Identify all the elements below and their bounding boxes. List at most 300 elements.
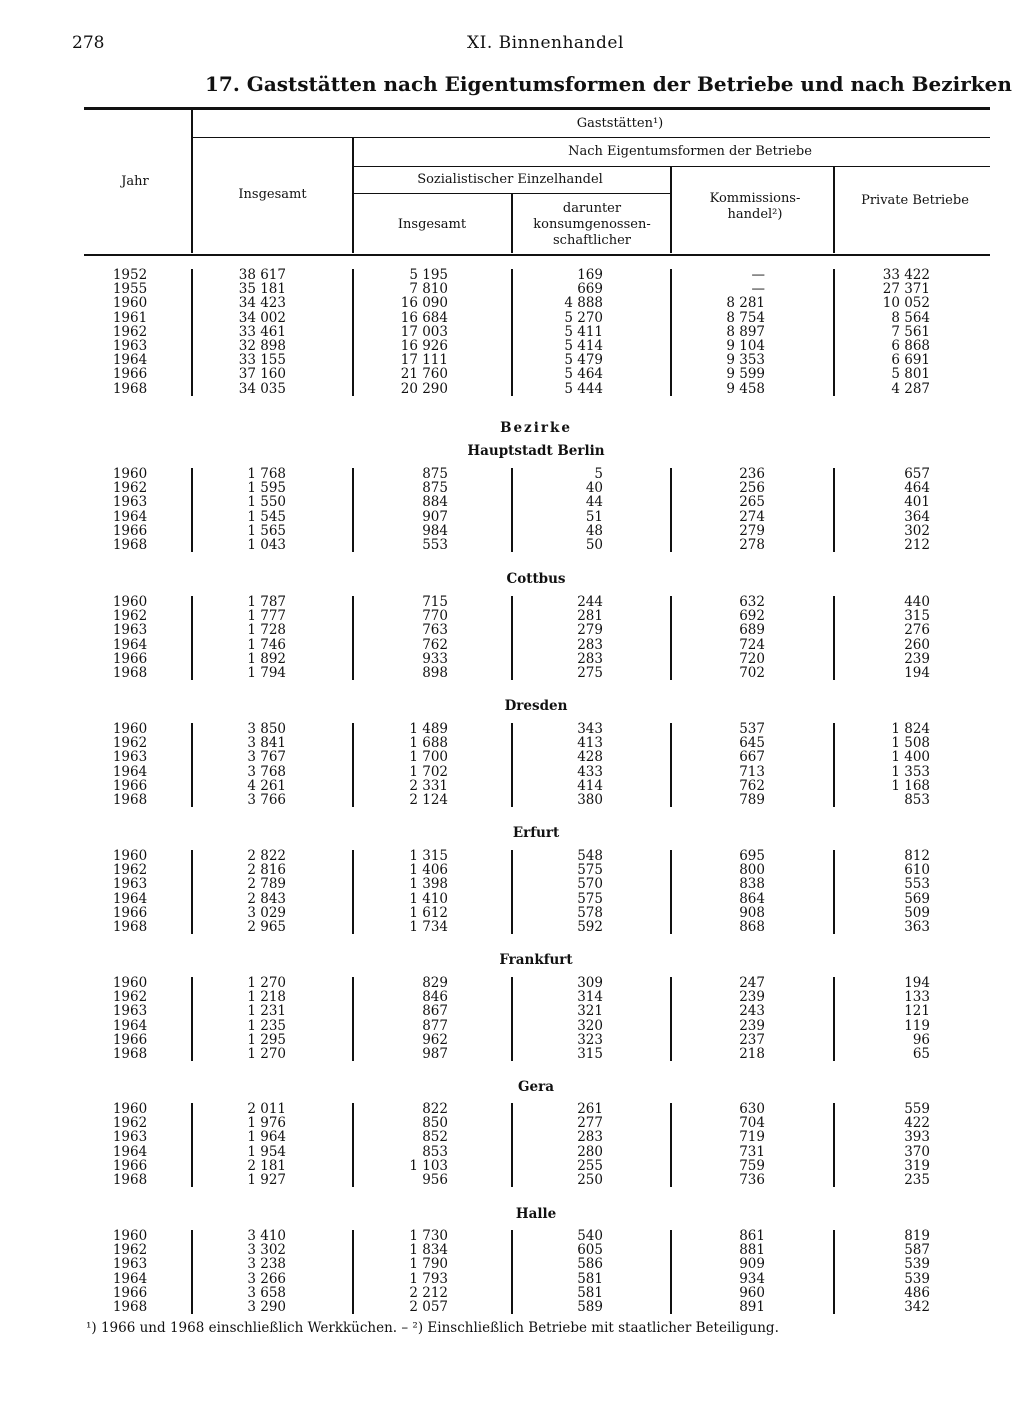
private-cell: 509 <box>904 904 930 921</box>
header-divider <box>511 194 513 253</box>
kommission-cell: 9 458 <box>726 380 765 397</box>
column-divider <box>833 977 835 1061</box>
kommission-cell: 243 <box>739 1003 765 1020</box>
konsum-column <box>525 976 603 1061</box>
year-cell: 1968 <box>112 791 148 808</box>
insgesamt-cell: 1 746 <box>247 636 286 653</box>
insgesamt-cell: 3 767 <box>247 749 286 766</box>
konsum-cell: 5 464 <box>564 366 603 383</box>
kommission-cell: 861 <box>739 1228 765 1244</box>
kommission-cell: 692 <box>739 608 765 625</box>
header-divider <box>191 110 193 253</box>
konsum-column <box>525 1102 603 1187</box>
year-cell: 1960 <box>112 594 148 610</box>
soz-insgesamt-cell: 1 793 <box>409 1270 448 1287</box>
year-cell: 1966 <box>112 1031 148 1048</box>
year-cell: 1968 <box>112 664 148 681</box>
column-divider <box>833 1103 835 1187</box>
insgesamt-cell: 1 794 <box>247 664 286 681</box>
konsum-cell: 433 <box>577 763 603 780</box>
year-cell: 1960 <box>112 466 148 482</box>
private-cell: 239 <box>904 650 930 667</box>
header-divider <box>833 167 835 253</box>
konsum-cell: 581 <box>577 1270 603 1287</box>
soz-insgesamt-cell: 984 <box>422 522 448 539</box>
soz-insgesamt-cell: 846 <box>422 989 448 1006</box>
bezirk-heading: Cottbus <box>506 571 566 587</box>
column-divider <box>670 977 672 1061</box>
konsum-cell: 428 <box>577 749 603 766</box>
insgesamt-cell: 4 261 <box>247 777 286 794</box>
insgesamt-cell: 1 728 <box>247 622 286 639</box>
private-cell: 819 <box>904 1228 930 1244</box>
private-column <box>850 849 930 934</box>
kommission-cell: 8 754 <box>726 309 765 326</box>
insgesamt-cell: 1 235 <box>247 1017 286 1034</box>
soz-insgesamt-cell: 898 <box>422 664 448 681</box>
private-cell: 440 <box>904 594 930 610</box>
insgesamt-cell: 3 658 <box>247 1284 286 1301</box>
insgesamt-cell: 1 954 <box>247 1143 286 1160</box>
insgesamt-cell: 33 155 <box>238 352 286 369</box>
year-cell: 1955 <box>112 281 148 298</box>
private-cell: 5 801 <box>891 366 930 383</box>
kommission-cell: 762 <box>739 777 765 794</box>
year-cell: 1964 <box>112 1017 148 1034</box>
soz-insgesamt-cell: 1 700 <box>409 749 448 766</box>
insgesamt-cell: 3 768 <box>247 763 286 780</box>
year-cell: 1960 <box>112 295 148 312</box>
kommission-column <box>690 268 765 396</box>
private-cell: 553 <box>904 876 930 893</box>
kommission-cell: 713 <box>739 763 765 780</box>
private-cell: 587 <box>904 1242 930 1259</box>
konsum-cell: 48 <box>585 522 603 539</box>
private-cell: 65 <box>912 1045 930 1062</box>
column-divider <box>511 850 513 934</box>
year-cell: 1968 <box>112 918 148 935</box>
private-cell: 370 <box>904 1143 930 1160</box>
soz-insgesamt-cell: 1 489 <box>409 721 448 737</box>
soz-insgesamt-cell: 770 <box>422 608 448 625</box>
header-kommission: Kommissions-handel²) <box>709 191 801 222</box>
column-divider <box>833 269 835 396</box>
soz-insgesamt-cell: 933 <box>422 650 448 667</box>
konsum-cell: 581 <box>577 1284 603 1301</box>
kommission-cell: — <box>751 267 765 283</box>
soz-insgesamt-cell: 877 <box>422 1017 448 1034</box>
soz-insgesamt-cell: 987 <box>422 1045 448 1062</box>
column-divider <box>833 723 835 807</box>
bezirk-heading: Halle <box>515 1206 557 1222</box>
soz-insgesamt-cell: 829 <box>422 975 448 991</box>
column-divider <box>670 850 672 934</box>
private-column <box>850 1229 930 1314</box>
year-cell: 1964 <box>112 763 148 780</box>
column-divider <box>670 596 672 680</box>
insgesamt-cell: 1 768 <box>247 466 286 482</box>
year-cell: 1963 <box>112 1129 148 1146</box>
insgesamt-cell: 1 218 <box>247 989 286 1006</box>
year-cell: 1962 <box>112 862 148 879</box>
konsum-cell: 50 <box>585 536 603 553</box>
kommission-cell: 9 599 <box>726 366 765 383</box>
konsum-cell: 413 <box>577 735 603 752</box>
private-cell: 6 868 <box>891 337 930 354</box>
column-divider <box>670 468 672 552</box>
kommission-column <box>690 595 765 680</box>
year-cell: 1964 <box>112 352 148 369</box>
insgesamt-cell: 1 231 <box>247 1003 286 1020</box>
header-darunter: darunter konsumgenossen-schaftlicher <box>533 201 651 248</box>
konsum-cell: 277 <box>577 1115 603 1132</box>
kommission-cell: 695 <box>739 848 765 864</box>
kommission-cell: 800 <box>739 862 765 879</box>
private-cell: 393 <box>904 1129 930 1146</box>
bezirk-heading: Dresden <box>504 698 568 714</box>
konsum-cell: 605 <box>577 1242 603 1259</box>
header-nach-eigentum: Nach Eigentumsformen der Betriebe <box>568 144 812 159</box>
column-divider <box>511 723 513 807</box>
private-cell: 1 168 <box>891 777 930 794</box>
konsum-cell: 321 <box>577 1003 603 1020</box>
table-title: 17. Gaststätten nach Eigentumsformen der Betriebe und nach Bezirken <box>205 72 1012 96</box>
column-divider <box>352 1230 354 1314</box>
soz-insgesamt-column <box>370 849 448 934</box>
konsum-cell: 169 <box>577 267 603 283</box>
year-column <box>112 268 148 396</box>
kommission-cell: 630 <box>739 1101 765 1117</box>
konsum-cell: 279 <box>577 622 603 639</box>
konsum-cell: 4 888 <box>564 295 603 312</box>
column-divider <box>191 850 193 934</box>
kommission-cell: 702 <box>739 664 765 681</box>
year-column <box>112 722 148 807</box>
insgesamt-cell: 1 927 <box>247 1171 286 1188</box>
kommission-cell: 731 <box>739 1143 765 1160</box>
insgesamt-cell: 3 850 <box>247 721 286 737</box>
private-cell: 1 824 <box>891 721 930 737</box>
column-divider <box>670 1103 672 1187</box>
private-cell: 539 <box>904 1256 930 1273</box>
year-cell: 1966 <box>112 1157 148 1174</box>
konsum-column <box>525 268 603 396</box>
year-cell: 1961 <box>112 309 148 326</box>
year-cell: 1963 <box>112 1003 148 1020</box>
insgesamt-cell: 33 461 <box>238 323 286 340</box>
kommission-cell: 274 <box>739 508 765 525</box>
soz-insgesamt-cell: 553 <box>422 536 448 553</box>
konsum-cell: 575 <box>577 890 603 907</box>
soz-insgesamt-column <box>370 1102 448 1187</box>
konsum-cell: 51 <box>585 508 603 525</box>
konsum-cell: 283 <box>577 1129 603 1146</box>
year-cell: 1963 <box>112 622 148 639</box>
private-cell: 539 <box>904 1270 930 1287</box>
kommission-cell: 9 104 <box>726 337 765 354</box>
kommission-column <box>690 1229 765 1314</box>
soz-insgesamt-cell: 17 003 <box>400 323 448 340</box>
year-cell: 1962 <box>112 608 148 625</box>
soz-insgesamt-cell: 884 <box>422 494 448 511</box>
column-divider <box>191 596 193 680</box>
konsum-cell: 255 <box>577 1157 603 1174</box>
soz-insgesamt-cell: 16 090 <box>400 295 448 312</box>
column-divider <box>191 269 193 396</box>
private-cell: 235 <box>904 1171 930 1188</box>
insgesamt-cell: 2 181 <box>247 1157 286 1174</box>
kommission-cell: 838 <box>739 876 765 893</box>
column-divider <box>191 1230 193 1314</box>
konsum-column <box>525 849 603 934</box>
insgesamt-cell: 2 965 <box>247 918 286 935</box>
soz-insgesamt-cell: 853 <box>422 1143 448 1160</box>
kommission-cell: 909 <box>739 1256 765 1273</box>
soz-insgesamt-cell: 1 790 <box>409 1256 448 1273</box>
year-cell: 1966 <box>112 650 148 667</box>
year-cell: 1962 <box>112 1242 148 1259</box>
insgesamt-cell: 3 302 <box>247 1242 286 1259</box>
konsum-cell: 283 <box>577 636 603 653</box>
private-cell: 4 287 <box>891 380 930 397</box>
insgesamt-cell: 34 002 <box>238 309 286 326</box>
year-column <box>112 1229 148 1314</box>
kommission-cell: 9 353 <box>726 352 765 369</box>
soz-insgesamt-column <box>370 976 448 1061</box>
insgesamt-cell: 3 238 <box>247 1256 286 1273</box>
column-divider <box>191 723 193 807</box>
header-sozialistisch: Sozialistischer Einzelhandel <box>417 172 603 187</box>
column-divider <box>511 596 513 680</box>
konsum-cell: 280 <box>577 1143 603 1160</box>
header-year: Jahr <box>121 174 149 189</box>
column-divider <box>833 1230 835 1314</box>
konsum-cell: 314 <box>577 989 603 1006</box>
soz-insgesamt-cell: 822 <box>422 1101 448 1117</box>
konsum-column <box>525 722 603 807</box>
soz-insgesamt-cell: 1 410 <box>409 890 448 907</box>
insgesamt-column <box>212 1229 286 1314</box>
konsum-cell: 586 <box>577 1256 603 1273</box>
kommission-cell: 247 <box>739 975 765 991</box>
insgesamt-cell: 1 777 <box>247 608 286 625</box>
insgesamt-cell: 38 617 <box>238 267 286 283</box>
column-divider <box>511 1230 513 1314</box>
private-cell: 8 564 <box>891 309 930 326</box>
column-divider <box>191 977 193 1061</box>
soz-insgesamt-cell: 1 103 <box>409 1157 448 1174</box>
insgesamt-cell: 1 787 <box>247 594 286 610</box>
private-cell: 1 508 <box>891 735 930 752</box>
year-column <box>112 849 148 934</box>
private-cell: 422 <box>904 1115 930 1132</box>
column-divider <box>352 723 354 807</box>
konsum-cell: 309 <box>577 975 603 991</box>
konsum-cell: 570 <box>577 876 603 893</box>
soz-insgesamt-column <box>370 268 448 396</box>
year-cell: 1962 <box>112 480 148 497</box>
year-cell: 1966 <box>112 366 148 383</box>
kommission-cell: 689 <box>739 622 765 639</box>
soz-insgesamt-cell: 1 702 <box>409 763 448 780</box>
private-cell: 559 <box>904 1101 930 1117</box>
kommission-cell: 960 <box>739 1284 765 1301</box>
konsum-column <box>525 595 603 680</box>
soz-insgesamt-cell: 1 730 <box>409 1228 448 1244</box>
kommission-cell: 8 281 <box>726 295 765 312</box>
insgesamt-column <box>212 595 286 680</box>
konsum-cell: 44 <box>585 494 603 511</box>
kommission-column <box>690 976 765 1061</box>
private-cell: 657 <box>904 466 930 482</box>
private-column <box>850 722 930 807</box>
year-cell: 1964 <box>112 1143 148 1160</box>
header-insgesamt: Insgesamt <box>238 187 307 202</box>
konsum-cell: 592 <box>577 918 603 935</box>
insgesamt-cell: 1 270 <box>247 1045 286 1062</box>
column-divider <box>833 468 835 552</box>
kommission-cell: 868 <box>739 918 765 935</box>
column-divider <box>352 468 354 552</box>
private-cell: 302 <box>904 522 930 539</box>
insgesamt-cell: 3 029 <box>247 904 286 921</box>
soz-insgesamt-cell: 2 212 <box>409 1284 448 1301</box>
private-cell: 6 691 <box>891 352 930 369</box>
konsum-cell: 5 270 <box>564 309 603 326</box>
year-cell: 1962 <box>112 735 148 752</box>
private-cell: 486 <box>904 1284 930 1301</box>
private-cell: 27 371 <box>882 281 930 298</box>
soz-insgesamt-cell: 2 057 <box>409 1298 448 1315</box>
private-cell: 133 <box>904 989 930 1006</box>
year-column <box>112 1102 148 1187</box>
column-divider <box>670 269 672 396</box>
column-divider <box>511 468 513 552</box>
year-cell: 1963 <box>112 337 148 354</box>
insgesamt-cell: 2 816 <box>247 862 286 879</box>
kommission-cell: 908 <box>739 904 765 921</box>
soz-insgesamt-cell: 21 760 <box>400 366 448 383</box>
insgesamt-column <box>212 1102 286 1187</box>
private-cell: 276 <box>904 622 930 639</box>
year-cell: 1968 <box>112 380 148 397</box>
insgesamt-cell: 1 892 <box>247 650 286 667</box>
bezirk-heading: Frankfurt <box>499 952 573 968</box>
insgesamt-cell: 1 976 <box>247 1115 286 1132</box>
private-cell: 121 <box>904 1003 930 1020</box>
kommission-cell: 881 <box>739 1242 765 1259</box>
konsum-cell: 5 479 <box>564 352 603 369</box>
soz-insgesamt-cell: 17 111 <box>400 352 448 369</box>
soz-insgesamt-column <box>370 722 448 807</box>
year-cell: 1962 <box>112 989 148 1006</box>
soz-insgesamt-cell: 850 <box>422 1115 448 1132</box>
column-divider <box>352 269 354 396</box>
insgesamt-cell: 2 011 <box>247 1101 286 1117</box>
private-cell: 319 <box>904 1157 930 1174</box>
year-cell: 1968 <box>112 536 148 553</box>
insgesamt-cell: 2 789 <box>247 876 286 893</box>
konsum-cell: 323 <box>577 1031 603 1048</box>
konsum-cell: 281 <box>577 608 603 625</box>
private-column <box>850 467 930 552</box>
insgesamt-cell: 1 270 <box>247 975 286 991</box>
year-cell: 1962 <box>112 323 148 340</box>
insgesamt-cell: 3 410 <box>247 1228 286 1244</box>
kommission-cell: — <box>751 281 765 298</box>
konsum-cell: 575 <box>577 862 603 879</box>
kommission-cell: 237 <box>739 1031 765 1048</box>
private-cell: 194 <box>904 975 930 991</box>
kommission-cell: 632 <box>739 594 765 610</box>
insgesamt-cell: 2 843 <box>247 890 286 907</box>
year-cell: 1952 <box>112 267 148 283</box>
soz-insgesamt-cell: 763 <box>422 622 448 639</box>
konsum-cell: 5 444 <box>564 380 603 397</box>
kommission-cell: 239 <box>739 1017 765 1034</box>
year-cell: 1968 <box>112 1298 148 1315</box>
insgesamt-cell: 32 898 <box>238 337 286 354</box>
soz-insgesamt-cell: 2 331 <box>409 777 448 794</box>
kommission-cell: 279 <box>739 522 765 539</box>
konsum-cell: 343 <box>577 721 603 737</box>
column-divider <box>191 468 193 552</box>
insgesamt-cell: 1 545 <box>247 508 286 525</box>
soz-insgesamt-cell: 907 <box>422 508 448 525</box>
insgesamt-cell: 3 290 <box>247 1298 286 1315</box>
private-cell: 119 <box>904 1017 930 1034</box>
kommission-cell: 934 <box>739 1270 765 1287</box>
page-number: 278 <box>72 33 105 53</box>
konsum-cell: 578 <box>577 904 603 921</box>
soz-insgesamt-cell: 715 <box>422 594 448 610</box>
kommission-cell: 236 <box>739 466 765 482</box>
column-divider <box>191 1103 193 1187</box>
konsum-cell: 250 <box>577 1171 603 1188</box>
private-column <box>850 595 930 680</box>
bezirke-label: Bezirke <box>500 420 572 436</box>
soz-insgesamt-column <box>370 1229 448 1314</box>
year-cell: 1966 <box>112 1284 148 1301</box>
header-soz-insgesamt: Insgesamt <box>397 217 467 232</box>
soz-insgesamt-cell: 867 <box>422 1003 448 1020</box>
soz-insgesamt-column <box>370 467 448 552</box>
insgesamt-column <box>212 849 286 934</box>
konsum-cell: 244 <box>577 594 603 610</box>
insgesamt-cell: 37 160 <box>238 366 286 383</box>
insgesamt-cell: 34 423 <box>238 295 286 312</box>
insgesamt-column <box>212 976 286 1061</box>
insgesamt-cell: 1 595 <box>247 480 286 497</box>
kommission-cell: 8 897 <box>726 323 765 340</box>
kommission-cell: 256 <box>739 480 765 497</box>
konsum-cell: 320 <box>577 1017 603 1034</box>
kommission-column <box>690 1102 765 1187</box>
kommission-cell: 891 <box>739 1298 765 1315</box>
soz-insgesamt-cell: 875 <box>422 480 448 497</box>
kommission-column <box>690 849 765 934</box>
year-column <box>112 467 148 552</box>
year-cell: 1960 <box>112 975 148 991</box>
column-divider <box>352 850 354 934</box>
kommission-cell: 239 <box>739 989 765 1006</box>
soz-insgesamt-cell: 956 <box>422 1171 448 1188</box>
soz-insgesamt-cell: 1 834 <box>409 1242 448 1259</box>
header-divider <box>352 138 354 253</box>
column-divider <box>352 596 354 680</box>
insgesamt-cell: 2 822 <box>247 848 286 864</box>
kommission-cell: 720 <box>739 650 765 667</box>
